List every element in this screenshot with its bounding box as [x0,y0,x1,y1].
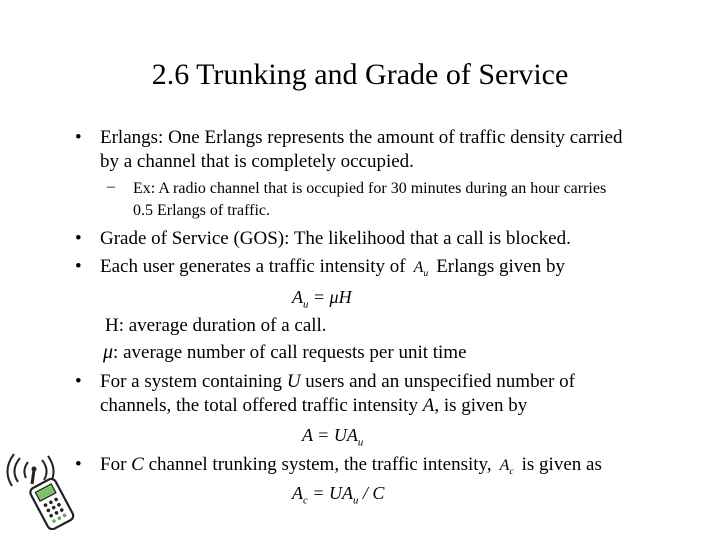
dash-marker: – [107,178,115,195]
definition-mu [103,340,467,365]
equation-au: $A_u = \mu H$ [292,287,352,311]
cellphone-icon [2,448,88,530]
erlangs-example-line2: 0.5 Erlangs of traffic. [133,202,270,219]
ac-symbol: $A_c$ [499,457,514,478]
equation-a: $A = UA_u$ [302,425,364,449]
erlangs-example-line1: Ex: A radio channel that is occupied for 30 minutes during an hour carries [133,180,607,197]
mu-symbol: μ [103,341,114,363]
erlangs-definition-line1: Erlangs: One Erlangs represents the amount of traffic density carried [100,127,623,148]
bullet-marker: • [75,371,82,392]
definition-h: H: average duration of a call. [105,315,327,336]
bullet-marker: • [75,454,82,475]
erlangs-definition-line2: by a channel that is completely occupied. [100,151,414,172]
bullet-marker: • [75,127,82,148]
user-traffic-text: Each user generates a traffic intensity of [100,256,406,277]
c-channel-trunking: For C channel trunking system, the traffic intensity, $A_c$ is given as [100,454,602,478]
gos-definition: Grade of Service (GOS): The likelihood that a call is blocked. [100,228,571,249]
equation-ac: $A_c = UA_u / C$ [292,483,385,507]
system-users-line2: channels, the total offered traffic intensity A, is given by [100,395,528,416]
definition-mu-text: : average number of call requests per unit time [113,342,467,363]
bullet-marker: • [75,256,82,277]
au-symbol: $A_u$ [413,259,429,280]
bullet-marker: • [75,228,82,249]
user-traffic-intensity [100,255,565,286]
system-users-line1: For a system containing U users and an unspecified number of [100,371,575,392]
slide-title: 2.6 Trunking and Grade of Service [151,58,569,91]
user-traffic-text-end: Erlangs given by [436,256,565,277]
